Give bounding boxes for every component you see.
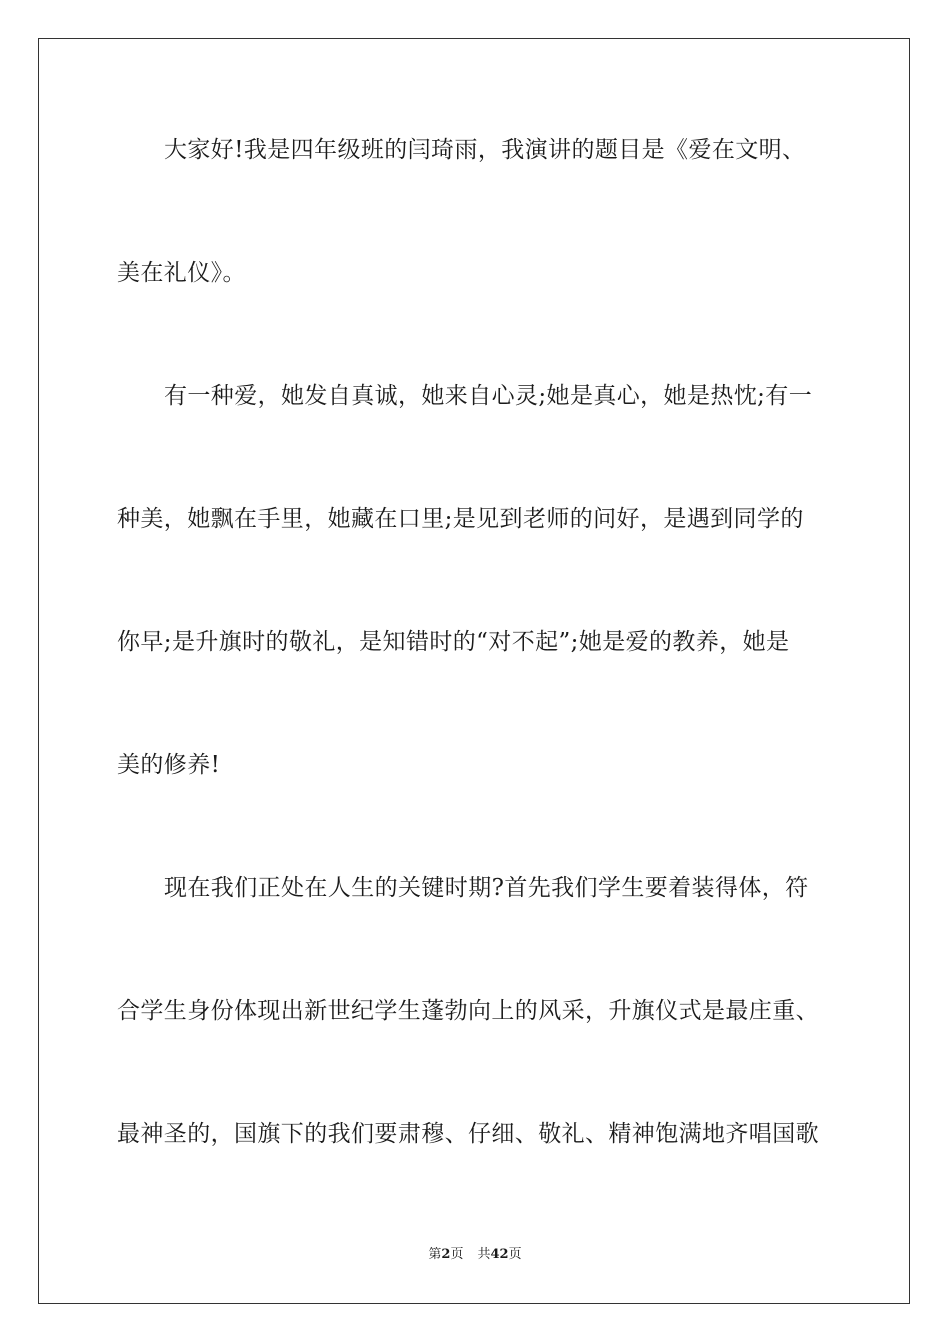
total-pages: 42 [490,1247,509,1262]
total-prefix: 共 [477,1247,491,1262]
page-suffix: 页 [450,1247,464,1262]
paragraph-2-line-2: 种美，她飘在手里，她藏在口里;是见到老师的问好，是遇到同学的 [117,506,804,532]
paragraph-2-line-4: 美的修养! [117,752,221,778]
paragraph-2-line-1: 有一种爱，她发自真诚，她来自心灵;她是真心，她是热忱;有一 [164,383,813,409]
paragraph-3-line-2: 合学生身份体现出新世纪学生蓬勃向上的风采，升旗仪式是最庄重、 [117,998,819,1024]
page-border [38,38,910,1304]
paragraph-1-line-1: 大家好!我是四年级班的闫琦雨，我演讲的题目是《爱在文明、 [164,137,806,163]
paragraph-3-line-3: 最神圣的，国旗下的我们要肃穆、仔细、敬礼、精神饱满地齐唱国歌 [117,1121,819,1147]
paragraph-2-line-3: 你早;是升旗时的敬礼，是知错时的“对不起”;她是爱的教养，她是 [117,629,790,655]
page-prefix: 第 [428,1247,442,1262]
page-number: 2 [441,1247,451,1262]
page-footer [0,1246,950,1264]
paragraph-3-line-1: 现在我们正处在人生的关键时期?首先我们学生要着装得体，符 [164,875,809,901]
paragraph-1-line-2: 美在礼仪》。 [117,260,246,286]
total-suffix: 页 [508,1247,522,1262]
